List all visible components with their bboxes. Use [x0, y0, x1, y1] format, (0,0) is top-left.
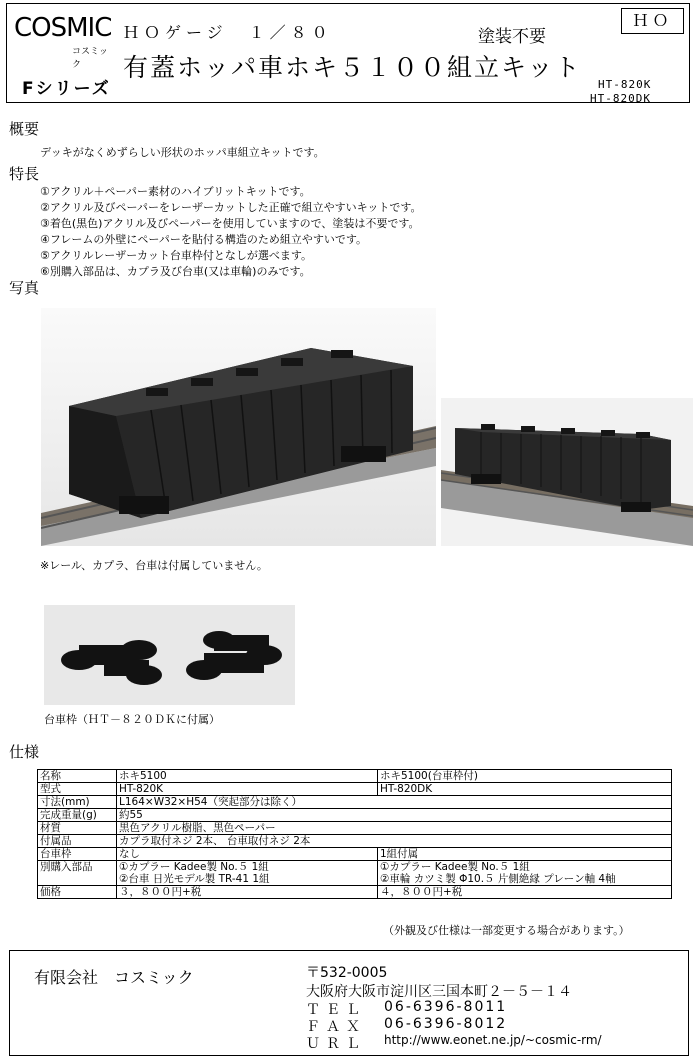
table-row: 材質 黒色アクリル樹脂、黒色ペーパー	[38, 822, 672, 835]
overview-text: デッキがなくめずらしい形状のホッパ車組立キットです。	[40, 146, 325, 159]
website-link[interactable]: http://www.eonet.ne.jp/~cosmic-rm/	[384, 1033, 602, 1047]
scale-badge: ＨＯ	[621, 8, 684, 34]
spec-table	[37, 769, 672, 899]
hopper-car-photo-small	[441, 398, 693, 546]
feature-item: ⑤アクリルレーザーカット台車枠付となしが選べます。	[40, 249, 313, 262]
paint-label: 塗装不要	[478, 27, 546, 47]
spec-heading: 仕様	[9, 743, 40, 761]
photos-heading: 写真	[9, 279, 40, 297]
url-label: ＵＲＬ	[306, 1036, 366, 1052]
spec-note: （外観及び仕様は一部変更する場合があります。）	[383, 924, 630, 937]
address: 大阪府大阪市淀川区三国本町２－５－１４	[306, 984, 572, 1000]
feature-item: ①アクリル＋ペーパー素材のハイブリットキットです。	[40, 185, 311, 198]
bogie-caption: 台車枠（ＨＴ－８２０ＤＫに付属）	[44, 713, 220, 726]
bogie-frame-photo	[44, 605, 295, 705]
company-name: 有限会社 コスミック	[34, 968, 194, 987]
table-row: 別購入部品 ①カプラー Kadee製 No.５ 1組 ①カプラー Kadee製 No.５ 1組	[38, 861, 672, 874]
feature-item: ②アクリル及びペーパーをレーザーカットした正確で組立やすいキットです。	[40, 201, 422, 214]
fax-number: 06-6396-8012	[384, 1016, 508, 1032]
table-row: 台車枠 なし 1組付属	[38, 848, 672, 861]
feature-item: ⑥別購入部品は、カプラ及び台車(又は車輪)のみです。	[40, 265, 311, 278]
feature-item: ③着色(黒色)アクリル及びペーパーを使用していますので、塗装は不要です。	[40, 217, 420, 230]
photo-note: ※レール、カプラ、台車は付属していません。	[40, 559, 268, 572]
table-row: 付属品 カプラ取付ネジ 2本、 台車取付ネジ 2本	[38, 835, 672, 848]
features-heading: 特長	[9, 165, 40, 183]
table-row: ②台車 日光モデル製 TR-41 1組 ②車輪 カツミ製 Φ10.５ 片側絶縁 プレーン軸 4軸	[38, 873, 672, 886]
fax-label: ＦＡＸ	[306, 1019, 366, 1035]
tel-label: ＴＥＬ	[306, 1002, 366, 1018]
hopper-car-photo-large	[41, 308, 436, 546]
feature-item: ④フレームの外壁にペーパーを貼付る構造のため組立やすいです。	[40, 233, 367, 246]
overview-heading: 概要	[9, 120, 40, 138]
cosmic-logo: COSMIC コスミック	[14, 13, 112, 70]
series-label: Fシリーズ	[22, 79, 111, 99]
table-row: 名称 ホキ5100 ホキ5100(台車枠付)	[38, 770, 672, 783]
table-row: 型式 HT-820K HT-820DK	[38, 783, 672, 796]
tel-number: 06-6396-8011	[384, 999, 508, 1015]
gauge-label: ＨＯゲージ １／８０	[123, 23, 333, 42]
table-row: 完成重量(g) 約55	[38, 809, 672, 822]
postal-code: 〒532-0005	[306, 965, 388, 981]
table-row: 価格 ３，８００円+税 ４，８００円+税	[38, 886, 672, 899]
product-code: HT-820DK	[590, 92, 651, 105]
table-row: 寸法(mm) L164×W32×H54（突起部分は除く）	[38, 796, 672, 809]
product-title: 有蓋ホッパ車ホキ５１００組立キット	[123, 53, 582, 82]
product-code: HT-820K	[598, 78, 652, 91]
